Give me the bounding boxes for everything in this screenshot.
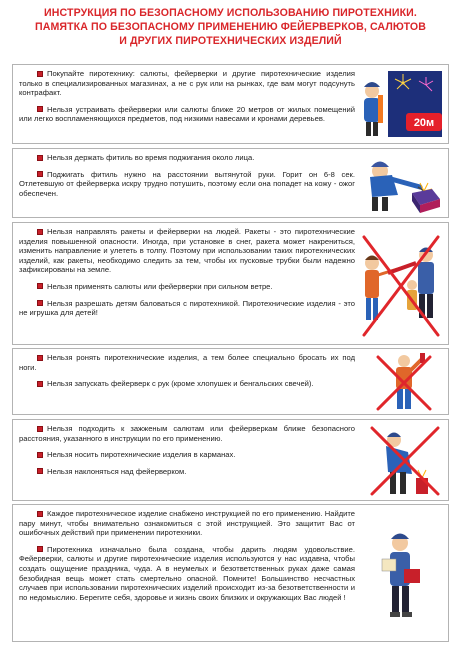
leaning-over-firework-illustration bbox=[358, 424, 444, 496]
paragraph: Поджигать фитиль нужно на расстоянии вытянутой руки. Горит он 6-8 сек. Отлетевшую от фейерверка искру трудно потушить, поэтому если она попадет на кожу - ожог обеспечен. bbox=[19, 169, 355, 198]
paragraph: Нельзя держать фитиль во время поджигания около лица. bbox=[19, 153, 355, 163]
title-line-2: ПАМЯТКА ПО БЕЗОПАСНОМУ ПРИМЕНЕНИЮ ФЕЙЕРВЕРКОВ, САЛЮТОВ bbox=[34, 21, 427, 33]
section-distance bbox=[12, 419, 449, 501]
bullet-icon bbox=[37, 229, 43, 235]
paragraph: Нельзя устраивать фейерверки или салюты ближе 20 метров от жилых помещений или легко воспламеняющихся предметов, под низкими навесами и кронами деревьев. bbox=[19, 104, 355, 124]
bullet-icon bbox=[37, 171, 43, 177]
throwing-firecracker-illustration bbox=[358, 353, 444, 410]
bullet-icon bbox=[37, 106, 43, 112]
title-line-1: ИНСТРУКЦИЯ ПО БЕЗОПАСНОМУ ИСПОЛЬЗОВАНИЮ ПИРОТЕХНИКИ. bbox=[44, 7, 417, 19]
bullet-icon bbox=[37, 546, 43, 552]
bullet-icon bbox=[37, 300, 43, 306]
bullet-icon bbox=[37, 452, 43, 458]
section-dropping bbox=[12, 348, 449, 415]
section-text bbox=[19, 353, 355, 396]
paragraph: Нельзя направлять ракеты и фейерверки на людей. Ракеты - это пиротехнические изделия повышенной опасности. Иногда, при установке в снег, ракета может накрениться, изменить направление и улететь в толпу. Поэтому при использовании таких пиротехнических изделий, как ракеты, необходимо следить за тем, чтобы их пусковые трубки были надежно зафиксированы на земле. bbox=[19, 227, 355, 275]
paragraph: Нельзя подходить к зажженым салютам или фейерверкам ближе безопасного расстояния, указанного в инструкции по его применению. bbox=[19, 424, 355, 443]
bullet-icon bbox=[37, 355, 43, 361]
section-instruction bbox=[12, 504, 449, 642]
section-text bbox=[19, 69, 355, 131]
bullet-icon bbox=[37, 283, 43, 289]
section-text bbox=[19, 509, 355, 609]
section-text bbox=[19, 424, 355, 483]
bullet-icon bbox=[37, 426, 43, 432]
paragraph: Нельзя носить пиротехнические изделия в карманах. bbox=[19, 450, 355, 460]
fireworks-distance-illustration bbox=[358, 69, 444, 139]
bullet-icon bbox=[37, 71, 43, 77]
paragraph: Нельзя разрешать детям баловаться с пиротехникой. Пиротехнические изделия - это не игрушка для детей! bbox=[19, 298, 355, 318]
section-text bbox=[19, 153, 355, 205]
paragraph: Нельзя применять салюты или фейерверки при сильном ветре. bbox=[19, 282, 355, 292]
paragraph: Нельзя запускать фейерверк с рук (кроме хлопушек и бенгальских свечей). bbox=[19, 379, 355, 389]
section-text bbox=[19, 227, 355, 325]
distance-label: 20м bbox=[413, 117, 435, 129]
section-fuse bbox=[12, 148, 449, 218]
paragraph: Покупайте пиротехнику: салюты, фейерверки и другие пиротехнические изделия только в специализированных магазинах, а не с рук или на рынках, где вам могут подсунуть контрафакт. bbox=[19, 69, 355, 98]
title-line-3: И ДРУГИХ ПИРОТЕХНИЧЕСКИХ ИЗДЕЛИЙ bbox=[119, 35, 342, 47]
bullet-icon bbox=[37, 511, 43, 517]
paragraph: Нельзя наклоняться над фейерверком. bbox=[19, 467, 355, 477]
bullet-icon bbox=[37, 468, 43, 474]
reading-instruction-illustration bbox=[358, 509, 444, 637]
page-title bbox=[0, 6, 461, 48]
lighting-fuse-illustration bbox=[358, 153, 444, 213]
bullet-icon bbox=[37, 155, 43, 161]
paragraph: Каждое пиротехническое изделие снабжено инструкцией по его применению. Найдите пару минут, чтобы внимательно ознакомиться с этой инструкцией. Это защитит Вас от ошибочных действий при применении пиротехники. bbox=[19, 509, 355, 538]
bullet-icon bbox=[37, 381, 43, 387]
paragraph: Нельзя ронять пиротехнические изделия, а тем более специально бросать их под ноги. bbox=[19, 353, 355, 372]
section-direction bbox=[12, 222, 449, 345]
paragraph: Пиротехника изначально была создана, чтобы дарить людям удовольствие. Фейерверки, салюты и другие пиротехнические изделия используются у нас издавна, чтобы создать ощущение праздника, чуда. А в неумелых и безответственных руках даже самая безобидная вещь может стать смертельно опасной. Помните! Большинство несчастных случаев при использовании пиротехнических изделий происходит из-за безответственности и по недомыслию. Берегите себя, здоровье и жизнь своих близких и окружающих Вас людей ! bbox=[19, 544, 355, 602]
section-shopping bbox=[12, 64, 449, 144]
rocket-at-people-illustration bbox=[358, 227, 444, 340]
